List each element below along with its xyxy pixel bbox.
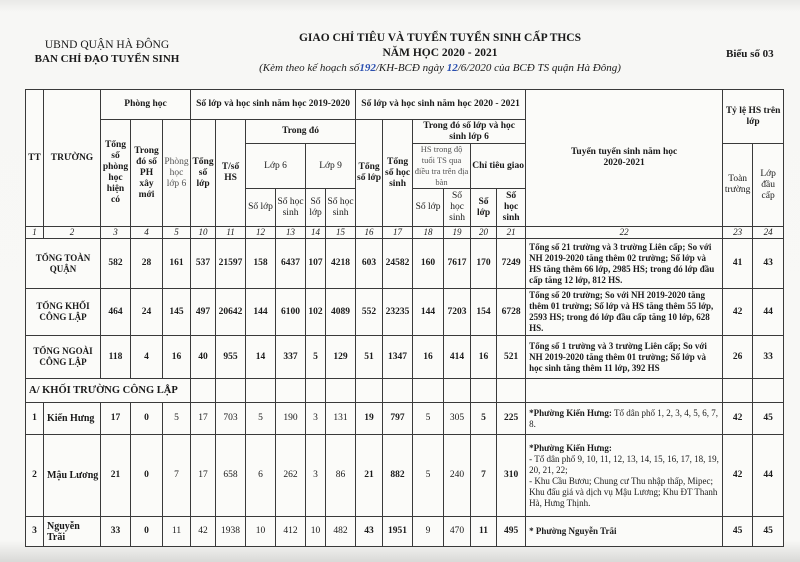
col-index: 1 bbox=[26, 227, 44, 239]
col-ph-xay-moi: Trong đó số PH xây mới bbox=[131, 120, 163, 227]
cell: 414 bbox=[444, 336, 471, 379]
col-tong-so-hs-2020: Tổng số học sinh bbox=[383, 120, 413, 227]
cell: 118 bbox=[101, 336, 131, 379]
cell: 23235 bbox=[383, 289, 413, 336]
cell: 16 bbox=[413, 336, 444, 379]
empty-cell bbox=[326, 379, 356, 403]
cell: 5 bbox=[163, 403, 191, 435]
row-number: 1 bbox=[26, 403, 44, 435]
area-ward: *Phường Kiến Hưng: bbox=[529, 442, 612, 453]
col-truong: TRƯỜNG bbox=[44, 90, 101, 227]
cell: 703 bbox=[216, 403, 246, 435]
col-phong-hoc-lop6: Phòng học lớp 6 bbox=[163, 120, 191, 227]
cell: 482 bbox=[326, 517, 356, 547]
section-row bbox=[26, 379, 784, 403]
empty-cell bbox=[306, 379, 326, 403]
cell: 603 bbox=[356, 239, 383, 289]
cell: 4218 bbox=[326, 239, 356, 289]
cell: 40 bbox=[191, 336, 216, 379]
cell: 521 bbox=[497, 336, 526, 379]
cell: 497 bbox=[191, 289, 216, 336]
table-row bbox=[26, 517, 784, 547]
cell: 158 bbox=[246, 239, 276, 289]
cell: 6728 bbox=[497, 289, 526, 336]
group-trong-do: Trong đó bbox=[246, 120, 356, 144]
col-tong-so-lop-2020: Tổng số lớp bbox=[356, 120, 383, 227]
subtitle-prefix: (Kèm theo kế hoạch số bbox=[259, 62, 360, 74]
cell: 6 bbox=[246, 435, 276, 517]
cell: 955 bbox=[216, 336, 246, 379]
ratio-first: 44 bbox=[753, 435, 784, 517]
empty-cell bbox=[356, 379, 383, 403]
empty-cell bbox=[444, 379, 471, 403]
col-index: 17 bbox=[383, 227, 413, 239]
cell: 6437 bbox=[276, 239, 306, 289]
col-index: 10 bbox=[191, 227, 216, 239]
ratio-total: 42 bbox=[723, 289, 753, 336]
cell: 305 bbox=[444, 403, 471, 435]
summary-label: TỔNG TOÀN QUẬN bbox=[26, 239, 101, 289]
cell: 24 bbox=[131, 289, 163, 336]
document-title bbox=[250, 31, 630, 76]
cell: 552 bbox=[356, 289, 383, 336]
col-tong-so-lop-2019: Tổng số lớp bbox=[191, 120, 216, 227]
col-index: 3 bbox=[101, 227, 131, 239]
col-tt: TT bbox=[26, 90, 44, 227]
ratio-total: 41 bbox=[723, 239, 753, 289]
col-tso-hs-2019: T/số HS bbox=[216, 120, 246, 227]
cell: 86 bbox=[326, 435, 356, 517]
cell: 337 bbox=[276, 336, 306, 379]
col-index: 14 bbox=[306, 227, 326, 239]
cell: 7249 bbox=[497, 239, 526, 289]
summary-description: Tổng số 20 trường; So với NH 2019-2020 tăng thêm 01 trường; Số lớp và HS tăng thêm 55 lớp, 2593 HS; trong đó lớp đầu cấp tăng 10 lớp, 628 HS. bbox=[526, 289, 723, 336]
col-tong-so-phong: Tổng số phòng học hiện có bbox=[101, 120, 131, 227]
col-so-hs-do-tuoi: Số học sinh bbox=[444, 189, 471, 227]
cell: 1951 bbox=[383, 517, 413, 547]
cell: 882 bbox=[383, 435, 413, 517]
cell: 21 bbox=[356, 435, 383, 517]
ratio-total: 45 bbox=[723, 517, 753, 547]
ratio-first: 45 bbox=[753, 517, 784, 547]
col-index: 2 bbox=[44, 227, 101, 239]
cell: 16 bbox=[163, 336, 191, 379]
col-index: 22 bbox=[526, 227, 723, 239]
section-label: A/ KHỐI TRƯỜNG CÔNG LẬP bbox=[26, 379, 191, 403]
cell: 658 bbox=[216, 435, 246, 517]
cell: 28 bbox=[131, 239, 163, 289]
col-lop-dau-cap: Lớp đầu cấp bbox=[753, 144, 784, 227]
cell: 17 bbox=[101, 403, 131, 435]
cell: 17 bbox=[191, 435, 216, 517]
school-name: Kiến Hưng bbox=[44, 403, 101, 435]
org-committee: BAN CHỈ ĐẠO TUYỂN SINH bbox=[34, 53, 180, 65]
org-district: UBND QUẬN HÀ ĐÔNG bbox=[44, 39, 170, 51]
col-index: 23 bbox=[723, 227, 753, 239]
cell: 464 bbox=[101, 289, 131, 336]
summary-description: Tổng số 1 trường và 3 trường Liên cấp; So với NH 2019-2020 tăng thêm 01 trường; Số lớp và học sinh tăng thêm 11 lớp, 392 HS bbox=[526, 336, 723, 379]
cell: 107 bbox=[306, 239, 326, 289]
cell: 262 bbox=[276, 435, 306, 517]
cell: 6100 bbox=[276, 289, 306, 336]
summary-row-toan-quan bbox=[26, 239, 784, 289]
cell: 11 bbox=[471, 517, 497, 547]
col-index: 21 bbox=[497, 227, 526, 239]
cell: 7617 bbox=[444, 239, 471, 289]
cell: 102 bbox=[306, 289, 326, 336]
group-lop6: Lớp 6 bbox=[246, 144, 306, 189]
cell: 14 bbox=[246, 336, 276, 379]
cell: 51 bbox=[356, 336, 383, 379]
cell: 7 bbox=[163, 435, 191, 517]
empty-cell bbox=[497, 379, 526, 403]
col-index: 12 bbox=[246, 227, 276, 239]
col-so-lop-6: Số lớp bbox=[246, 189, 276, 227]
cell: 5 bbox=[471, 403, 497, 435]
cell: 4 bbox=[131, 336, 163, 379]
area-ward: *Phường Kiến Hưng: bbox=[529, 407, 612, 418]
col-index: 11 bbox=[216, 227, 246, 239]
cell: 17 bbox=[191, 403, 216, 435]
summary-label: TỔNG KHỐI CÔNG LẬP bbox=[26, 289, 101, 336]
summary-row-cong-lap bbox=[26, 289, 784, 336]
cell: 10 bbox=[306, 517, 326, 547]
col-so-lop-9: Số lớp bbox=[306, 189, 326, 227]
cell: 3 bbox=[306, 435, 326, 517]
empty-cell bbox=[753, 379, 784, 403]
cell: 144 bbox=[246, 289, 276, 336]
col-index: 18 bbox=[413, 227, 444, 239]
group-phong-hoc: Phòng học bbox=[101, 90, 191, 120]
cell: 310 bbox=[497, 435, 526, 517]
cell: 412 bbox=[276, 517, 306, 547]
group-ty-le: Tỷ lệ HS trên lớp bbox=[723, 90, 784, 144]
cell: 5 bbox=[413, 403, 444, 435]
group-2019-2020: Số lớp và học sinh năm học 2019-2020 bbox=[191, 90, 356, 120]
ratio-first: 45 bbox=[753, 403, 784, 435]
group-chi-tieu-giao: Chỉ tiêu giao bbox=[471, 144, 526, 189]
col-index: 15 bbox=[326, 227, 356, 239]
area-line: Tổ dân phố 1, 2, 3, 4, 5, 6, 7, 8. bbox=[529, 407, 719, 429]
col-index: 20 bbox=[471, 227, 497, 239]
col-index: 13 bbox=[276, 227, 306, 239]
cell: 145 bbox=[163, 289, 191, 336]
col-so-hs-chi-tieu: Số học sinh bbox=[497, 189, 526, 227]
plan-day-handwritten: 12 bbox=[446, 62, 458, 74]
cell: 16 bbox=[471, 336, 497, 379]
cell: 154 bbox=[471, 289, 497, 336]
cell: 5 bbox=[246, 403, 276, 435]
cell: 42 bbox=[191, 517, 216, 547]
col-so-lop-do-tuoi: Số lớp bbox=[413, 189, 444, 227]
cell: 7 bbox=[471, 435, 497, 517]
cell: 10 bbox=[246, 517, 276, 547]
title-line-2: NĂM HỌC 2020 - 2021 bbox=[382, 47, 498, 59]
cell: 19 bbox=[356, 403, 383, 435]
title-line-1: GIAO CHỈ TIÊU VÀ TUYỂN TUYỂN SINH CẤP THCS bbox=[298, 32, 582, 44]
cell: 131 bbox=[326, 403, 356, 435]
school-area: * Phường Nguyễn Trãi bbox=[526, 517, 723, 547]
cell: 161 bbox=[163, 239, 191, 289]
school-name: Mậu Lương bbox=[44, 435, 101, 517]
cell: 20642 bbox=[216, 289, 246, 336]
subtitle-suffix: /6/2020 của BCĐ TS quận Hà Đông) bbox=[457, 62, 621, 74]
school-area bbox=[526, 403, 723, 435]
form-number: Biểu số 03 bbox=[726, 48, 774, 60]
subtitle-mid: /KH-BCĐ ngày bbox=[375, 62, 444, 74]
cell: 5 bbox=[413, 435, 444, 517]
col-so-lop-chi-tieu: Số lớp bbox=[471, 189, 497, 227]
ratio-first: 33 bbox=[753, 336, 784, 379]
group-2020-2021: Số lớp và học sinh năm học 2020 - 2021 bbox=[356, 90, 526, 120]
col-toan-truong: Toàn trường bbox=[723, 144, 753, 227]
school-area bbox=[526, 435, 723, 517]
group-trong-do-lop6: Trong đó số lớp và học sinh lớp 6 bbox=[413, 120, 526, 144]
cell: 33 bbox=[101, 517, 131, 547]
cell: 3 bbox=[306, 403, 326, 435]
cell: 7203 bbox=[444, 289, 471, 336]
row-number: 2 bbox=[26, 435, 44, 517]
cell: 797 bbox=[383, 403, 413, 435]
col-index: 16 bbox=[356, 227, 383, 239]
cell: 9 bbox=[413, 517, 444, 547]
group-lop9: Lớp 9 bbox=[306, 144, 356, 189]
cell: 0 bbox=[131, 517, 163, 547]
cell: 24582 bbox=[383, 239, 413, 289]
col-index: 24 bbox=[753, 227, 784, 239]
cell: 170 bbox=[471, 239, 497, 289]
empty-cell bbox=[276, 379, 306, 403]
empty-cell bbox=[383, 379, 413, 403]
col-index: 4 bbox=[131, 227, 163, 239]
col-so-hs-9: Số học sinh bbox=[326, 189, 356, 227]
cell: 5 bbox=[306, 336, 326, 379]
group-hs-trong-do-tuoi: HS trong độ tuổi TS qua điều tra trên địa bàn bbox=[413, 144, 471, 189]
area-line: - Tổ dân phố 9, 10, 11, 12, 13, 14, 15, 16, 17, 18, 19, 20, 21, 22; bbox=[529, 453, 719, 475]
summary-row-ngoai-cong-lap bbox=[26, 336, 784, 379]
cell: 225 bbox=[497, 403, 526, 435]
col-index: 19 bbox=[444, 227, 471, 239]
cell: 0 bbox=[131, 435, 163, 517]
cell: 160 bbox=[413, 239, 444, 289]
cell: 11 bbox=[163, 517, 191, 547]
table-row bbox=[26, 435, 784, 517]
cell: 470 bbox=[444, 517, 471, 547]
cell: 1347 bbox=[383, 336, 413, 379]
cell: 21597 bbox=[216, 239, 246, 289]
cell: 129 bbox=[326, 336, 356, 379]
cell: 43 bbox=[356, 517, 383, 547]
empty-cell bbox=[723, 379, 753, 403]
title-subtitle bbox=[250, 61, 630, 76]
empty-cell bbox=[526, 379, 723, 403]
cell: 1938 bbox=[216, 517, 246, 547]
cell: 0 bbox=[131, 403, 163, 435]
row-number: 3 bbox=[26, 517, 44, 547]
col-tuyen-sinh: Tuyển tuyển sinh năm học 2020-2021 bbox=[526, 90, 723, 227]
empty-cell bbox=[216, 379, 246, 403]
cell: 21 bbox=[101, 435, 131, 517]
ratio-total: 42 bbox=[723, 435, 753, 517]
cell: 144 bbox=[413, 289, 444, 336]
column-index-row bbox=[26, 227, 784, 239]
ratio-first: 44 bbox=[753, 289, 784, 336]
enrollment-table bbox=[25, 89, 784, 547]
empty-cell bbox=[471, 379, 497, 403]
empty-cell bbox=[246, 379, 276, 403]
summary-label: TỔNG NGOÀI CÔNG LẬP bbox=[26, 336, 101, 379]
plan-number-handwritten: 192 bbox=[359, 62, 376, 74]
cell: 495 bbox=[497, 517, 526, 547]
table-row bbox=[26, 403, 784, 435]
cell: 537 bbox=[191, 239, 216, 289]
area-line: - Khu Cầu Bươu; Chung cư Thu nhập thấp, Mipec; Khu đấu giá và dịch vụ Mậu Lương; Khu ĐT Thanh Hà, Hưng Thịnh. bbox=[529, 475, 718, 508]
ratio-total: 26 bbox=[723, 336, 753, 379]
cell: 240 bbox=[444, 435, 471, 517]
cell: 190 bbox=[276, 403, 306, 435]
cell: 4089 bbox=[326, 289, 356, 336]
issuing-org bbox=[22, 38, 192, 66]
col-so-hs-6: Số học sinh bbox=[276, 189, 306, 227]
summary-description: Tổng số 21 trường và 3 trường Liên cấp; So với NH 2019-2020 tăng thêm 02 trường; Số lớp và HS tăng thêm 66 lớp, 2985 HS; trong đó lớp đầu cấp tăng 12 lớp, 812 HS. bbox=[526, 239, 723, 289]
ratio-first: 43 bbox=[753, 239, 784, 289]
cell: 582 bbox=[101, 239, 131, 289]
empty-cell bbox=[191, 379, 216, 403]
ratio-total: 42 bbox=[723, 403, 753, 435]
empty-cell bbox=[413, 379, 444, 403]
school-name: Nguyễn Trãi bbox=[44, 517, 101, 547]
col-index: 5 bbox=[163, 227, 191, 239]
